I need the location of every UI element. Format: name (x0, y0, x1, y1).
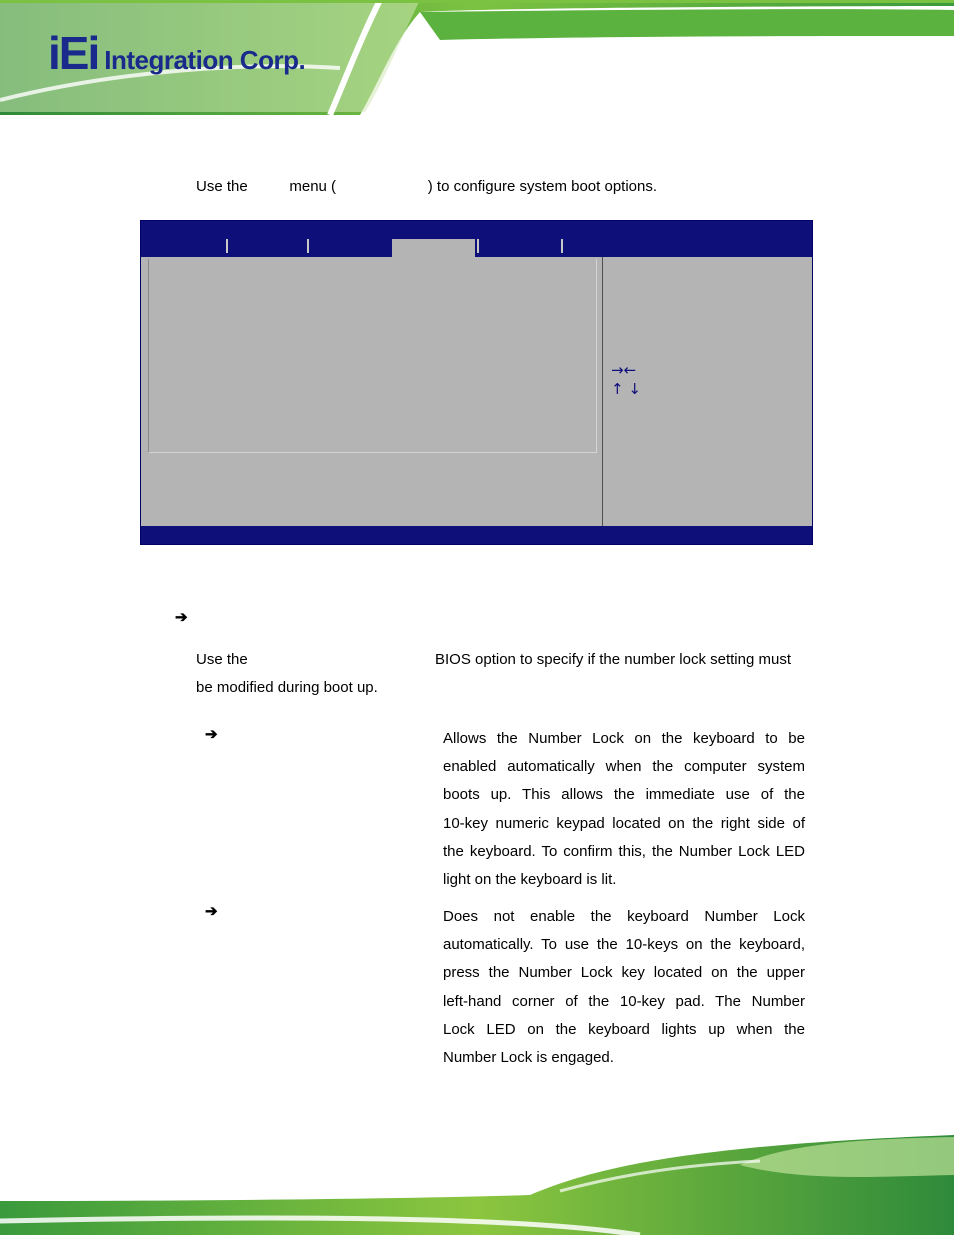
desc-line: Does not enable the keyboard Number Lock (443, 908, 805, 925)
header-banner (0, 0, 954, 115)
desc-line: press the Number Lock key located on the upper (443, 964, 805, 982)
section-text-line2: be modified during boot up. (196, 679, 378, 696)
logo-text: Integration Corp. (104, 45, 306, 75)
bios-options-panel (148, 259, 597, 453)
option-arrow-icon: ➔ (205, 726, 218, 743)
desc-line: Allows the Number Lock on the keyboard to be (443, 730, 805, 747)
tab-separator (477, 239, 479, 253)
company-logo (48, 27, 306, 79)
option-description-off (443, 903, 805, 1072)
section-text-part1: Use the (196, 651, 248, 668)
desc-line: Number Lock is engaged. (443, 1049, 614, 1067)
tab-separator (307, 239, 309, 253)
desc-line: left-hand corner of the 10-key pad. The Number (443, 992, 805, 1010)
desc-line: boots up. This allows the immediate use of the (443, 786, 805, 804)
option-arrow-icon: ➔ (205, 903, 218, 920)
bios-screen (140, 220, 813, 545)
bios-key-help (611, 361, 641, 399)
bios-menu-bar (141, 221, 812, 257)
desc-line: automatically. To use the 10-keys on the keyboard, (443, 936, 805, 954)
desc-line: the keyboard. To confirm this, the Number Lock LED (443, 842, 805, 860)
bios-status-bar (141, 526, 812, 544)
tab-boot-active[interactable] (392, 239, 475, 257)
key-hint-up-down: ↑ ↓ (611, 380, 641, 398)
section-text-part2: BIOS option to specify if the number lock setting must (435, 651, 792, 668)
desc-line: enabled automatically when the computer system (443, 758, 805, 776)
intro-text: Use the menu ( ) to configure system boot options. (196, 178, 658, 195)
section-arrow-icon: ➔ (175, 609, 188, 626)
footer-decoration (0, 1135, 954, 1235)
desc-line: Lock LED on the keyboard lights up when the (443, 1020, 805, 1038)
desc-line: light on the keyboard is lit. (443, 871, 617, 889)
key-hint-left-right: →← (611, 361, 637, 379)
footer-banner (0, 1135, 954, 1235)
logo-mark: iEi (48, 27, 99, 79)
desc-line: 10-key numeric keypad located on the right side of (443, 814, 805, 832)
bios-panel-divider (602, 257, 603, 527)
tab-separator (561, 239, 563, 253)
option-description-on (443, 725, 805, 894)
tab-separator (226, 239, 228, 253)
